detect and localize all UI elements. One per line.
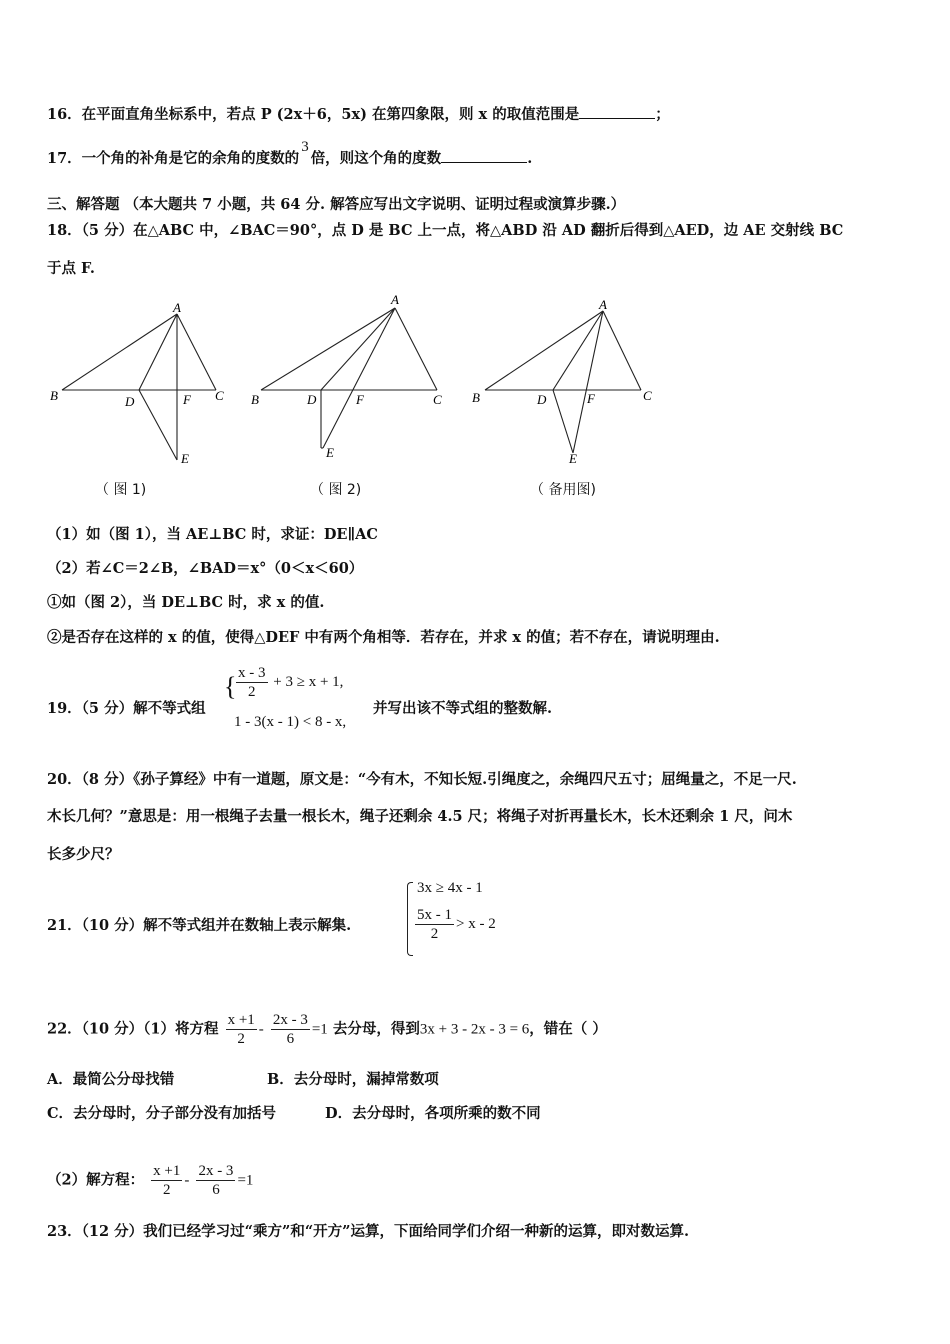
q17-answer-blank (441, 148, 527, 163)
q21-ineq1: 3x ≥ 4x - 1 (417, 880, 483, 896)
q22-p2-minus: - (184, 1172, 190, 1189)
q19-suffix: 并写出该不等式组的整数解. (373, 700, 553, 717)
q22-p2-equals: =1 (237, 1172, 254, 1189)
fig3-caption: （ 备用图) (530, 482, 596, 498)
fig2-label-d: D (307, 392, 317, 407)
q22-equals: =1 (311, 1021, 328, 1038)
q22-part2-label: （2）解方程： (47, 1171, 145, 1189)
q22-f1-den: 2 (237, 1031, 245, 1047)
q19-ineq1 (234, 664, 343, 701)
q22-p2-f1-num: x +1 (153, 1163, 181, 1179)
q22-option-a: A．最简公分母找错 (47, 1071, 175, 1088)
q22-p2-f2-num: 2x - 3 (198, 1163, 234, 1179)
q22-f1-num: x +1 (227, 1012, 255, 1028)
q21-inequality-system (405, 878, 525, 958)
q22-minus: - (258, 1021, 264, 1038)
fig2-label-b: B (251, 392, 259, 407)
q22-f2-den: 6 (286, 1031, 295, 1047)
q22-result: 3x + 3 - 2x - 3 = 6 (419, 1021, 530, 1038)
figure-backup (465, 295, 665, 470)
q22-p2-fraction-1 (151, 1162, 182, 1199)
q18-sub1: ①如（图 2），当 DE⊥BC 时，求 x 的值. (47, 594, 325, 611)
q20-line1: 20．（8 分）《孙子算经》中有一道题，原文是：“今有木，不知长短.引绳度之，余绳四尺五寸；屈绳量之，不足一尺. (47, 771, 797, 788)
fig1-label-e: E (181, 451, 189, 466)
q17-text-c: . (527, 150, 533, 167)
fig2-caption: （ 图 2) (310, 482, 362, 498)
q22-fraction-2 (271, 1011, 310, 1048)
q17-number: 3 (301, 139, 309, 155)
fig2-label-f: F (356, 392, 364, 407)
q19-prefix: 19．（5 分）解不等式组 (47, 700, 206, 717)
fig2-label-e: E (326, 445, 334, 460)
q17-text-b: 倍，则这个角的度数 (310, 150, 442, 167)
q19-ineq1-den: 2 (248, 684, 256, 700)
fig2-label-a: A (391, 292, 399, 307)
q21-ineq2-num: 5x - 1 (417, 907, 452, 923)
question-23: 23．（12 分）我们已经学习过“乘方”和“开方”运算，下面给同学们介绍一种新的运算，即对数运算. (47, 1223, 690, 1240)
q21-ineq2-den: 2 (430, 926, 439, 942)
question-18-line1: 18．（5 分）在△ABC 中，∠BAC＝90°，点 D 是 BC 上一点，将△ABD 沿 AD 翻折后得到△AED，边 AE 交射线 BC (47, 222, 844, 239)
fig3-label-c: C (643, 388, 652, 403)
question-16 (47, 104, 670, 125)
q22-option-b: B．去分母时，漏掉常数项 (267, 1071, 439, 1088)
fig1-label-d: D (125, 394, 135, 409)
question-18-line2: 于点 F. (47, 260, 95, 277)
q19-ineq2: 1 - 3(x - 1) < 8 - x, (234, 714, 347, 730)
q22-part2 (47, 1162, 253, 1199)
section-3-heading: 三、解答题 （本大题共 7 小题，共 64 分. 解答应写出文字说明、证明过程或演算步骤.） (47, 196, 626, 213)
q22-suffix: ，错在（ ） (529, 1020, 607, 1038)
q18-part1: （1）如（图 1），当 AE⊥BC 时，求证：DE∥AC (47, 526, 378, 543)
fig1-label-c: C (215, 388, 224, 403)
q21-ineq2 (413, 906, 496, 943)
q22-p2-fraction-2 (196, 1162, 235, 1199)
q17-text: 17．一个角的补角是它的余角的度数的 (47, 150, 300, 167)
q16-text-end: ； (655, 106, 670, 123)
q22-line (47, 1011, 607, 1048)
q22-option-c: C．去分母时，分子部分没有加括号 (47, 1105, 277, 1122)
fig3-label-e: E (569, 451, 577, 466)
q18-part2: （2）若∠C＝2∠B，∠BAD＝x°（0＜x＜60） (47, 560, 364, 577)
q21-ineq2-rest: > x - 2 (456, 915, 496, 932)
fig1-label-b: B (50, 388, 58, 403)
fig1-label-f: F (183, 392, 191, 407)
fig1-caption: （ 图 1) (95, 482, 147, 498)
q18-sub2: ②是否存在这样的 x 的值，使得△DEF 中有两个角相等．若存在，并求 x 的值；若不存在，请说明理由. (47, 629, 720, 646)
q21-prefix: 21．（10 分）解不等式组并在数轴上表示解集. (47, 917, 352, 934)
question-17 (47, 139, 533, 169)
q19-brace: { (224, 672, 237, 701)
fig3-label-a: A (599, 297, 607, 312)
fig3-label-b: B (472, 390, 480, 405)
figure-1 (40, 300, 240, 475)
q19-ineq1-num: x - 3 (238, 665, 266, 681)
q22-p2-f1-den: 2 (163, 1182, 171, 1198)
q20-line2: 木长几何？”意思是：用一根绳子去量一根长木，绳子还剩余 4.5 尺；将绳子对折再量长木，长木还剩余 1 尺，问木 (47, 808, 793, 825)
q16-answer-blank (579, 104, 655, 119)
q20-line3: 长多少尺？ (47, 846, 120, 863)
figure-2 (245, 290, 460, 465)
fig3-label-f: F (587, 391, 595, 406)
q22-fraction-1 (226, 1011, 257, 1048)
q16-text: 16．在平面直角坐标系中，若点 P (2x＋6，5x) 在第四象限，则 x 的取值范围是 (47, 106, 580, 123)
q22-f2-num: 2x - 3 (272, 1012, 308, 1028)
q22-option-d: D．去分母时，各项所乘的数不同 (325, 1105, 541, 1122)
fig3-label-d: D (537, 392, 547, 407)
q19-ineq1-rest: + 3 ≥ x + 1, (273, 673, 344, 690)
fig2-label-c: C (433, 392, 442, 407)
q22-middle: 去分母，得到 (332, 1020, 420, 1038)
q22-p2-f2-den: 6 (212, 1182, 220, 1198)
q22-prefix: 22．（10 分）（1）将方程 (47, 1020, 219, 1038)
fig1-label-a: A (173, 300, 181, 315)
